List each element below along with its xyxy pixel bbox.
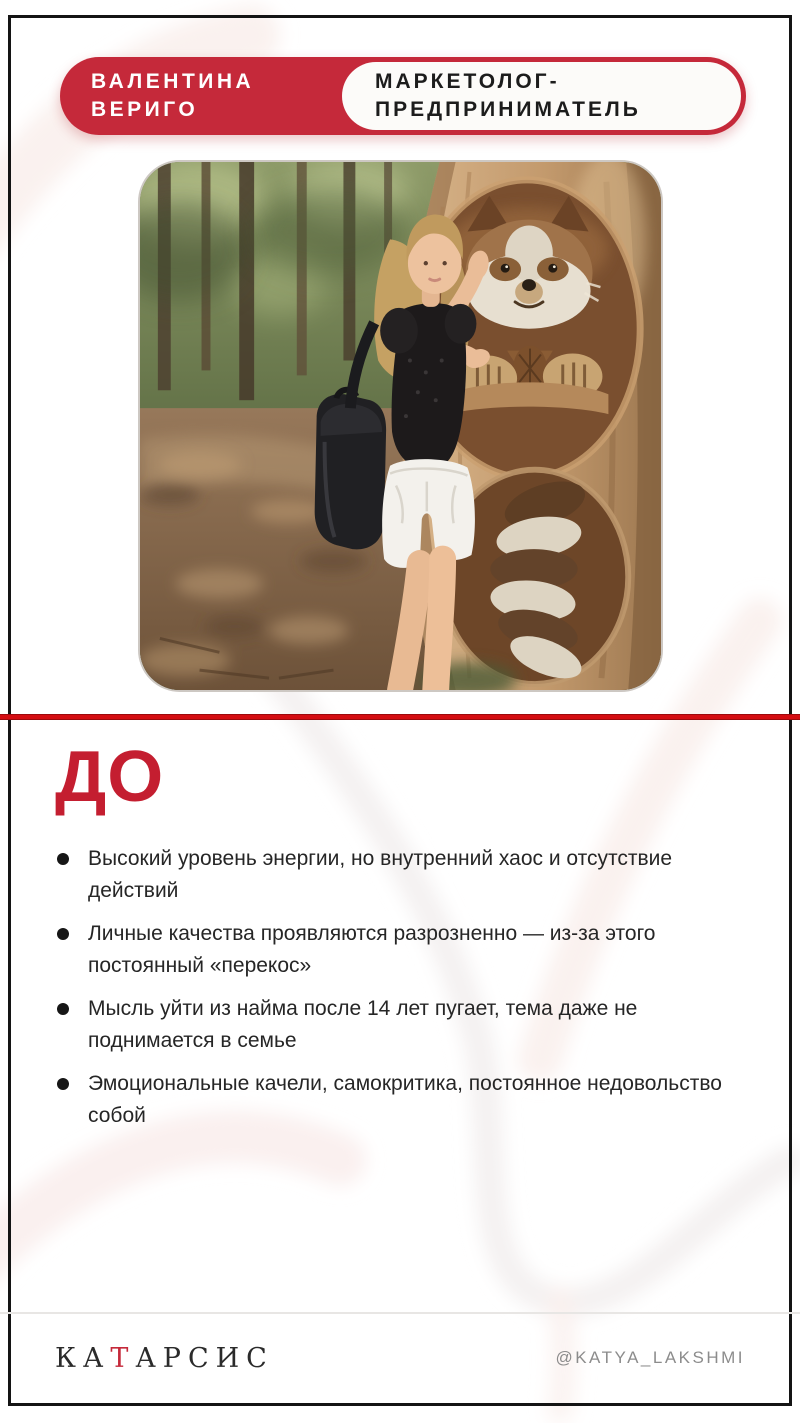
- bullet-icon: [57, 928, 69, 940]
- person-name: [91, 68, 254, 124]
- bullet-icon: [57, 853, 69, 865]
- person-name-line2: ВЕРИГО: [91, 98, 199, 121]
- social-handle: @KATYA_LAKSHMI: [555, 1348, 745, 1367]
- list-item: [55, 843, 755, 907]
- bullet-icon: [57, 1003, 69, 1015]
- brand-part-prefix: КА: [55, 1342, 111, 1374]
- role-line1: МАРКЕТОЛОГ-: [375, 70, 560, 93]
- photo-illustration: [140, 162, 661, 690]
- person-name-line1: ВАЛЕНТИНА: [91, 70, 255, 93]
- section-divider-line: [0, 714, 800, 720]
- brand-part-suffix: АРСИС: [135, 1342, 274, 1374]
- profile-photo: [138, 160, 663, 692]
- footer-divider-line: [0, 1312, 800, 1314]
- before-list: [55, 843, 755, 1132]
- list-item: [55, 918, 755, 982]
- footer: [55, 1330, 745, 1386]
- brand-part-accent: Т: [110, 1342, 136, 1374]
- list-item-text: Личные качества проявляются разрозненно — из-за этого постоянный «перекос»: [88, 922, 656, 977]
- list-item-text: Эмоциональные качели, самокритика, постоянное недовольство собой: [88, 1072, 722, 1127]
- list-item-text: Высокий уровень энергии, но внутренний хаос и отсутствие действий: [88, 847, 673, 902]
- section-title: ДО: [55, 737, 165, 817]
- list-item: [55, 993, 755, 1057]
- role-line2: ПРЕДПРИНИМАТЕЛЬ: [375, 98, 641, 121]
- role-pill: [342, 62, 741, 130]
- before-section: [55, 737, 755, 1143]
- brand-logo: [55, 1343, 274, 1374]
- list-item-text: Мысль уйти из найма после 14 лет пугает, тема даже не поднимается в семье: [88, 997, 638, 1052]
- list-item: [55, 1068, 755, 1132]
- header-pill: [60, 57, 746, 135]
- bullet-icon: [57, 1078, 69, 1090]
